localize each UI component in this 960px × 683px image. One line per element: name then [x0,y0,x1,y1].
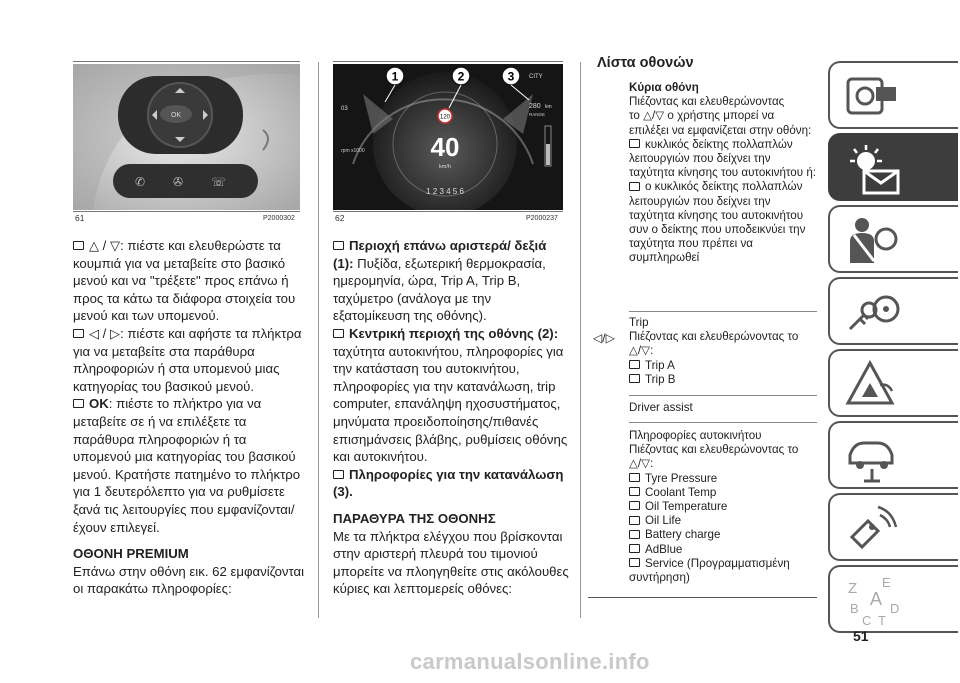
vehicle-item-label: Oil Life [645,514,682,528]
paragraph-display-windows: Με τα πλήκτρα ελέγχου που βρίσκονται στην αριστερή πλευρά του τιμονιού μπορείτε να πλοηγηθείτε στις ακόλουθες κύριες και λεπτομερείς οθόνες: [333,528,569,597]
trip-title: Trip [629,316,649,329]
bullet-icon [73,329,84,338]
bullet-icon [73,399,84,408]
trip-item-b [629,373,817,387]
ok-description: : πιέστε το πλήκτρο για να μεταβείτε σε ή να επιλέξετε τα παράθυρα πληροφοριών ή τα υπομενού μια κατηγορίας του βασικού μενού. Κρατήστε πατημένο το πλήκτρο για 1 δευτερόλεπτο για να ρυθμίσετε ξανά τις λειτουργίες που εμφανίζονται/έχουν επιλεγεί. [73,396,301,535]
rule-vehicle-info [629,422,817,423]
main-screen-option-2 [629,180,817,265]
option-1-text: κυκλικός δείκτης πολλαπλών λειτουργιών που δείχνει την ταχύτητα κίνησης του αυτοκινήτου ή: [629,137,816,180]
area-2-title: Κεντρική περιοχή της οθόνης (2): [349,325,559,341]
display-speed-unit: km/h [439,164,451,170]
fig-61-rule [73,211,300,212]
vehicle-item [629,500,817,514]
bullet-icon [629,182,640,191]
main-screen-line-1: Πιέζοντας και ελευθερώνοντας [629,95,785,109]
tab-maintenance[interactable] [828,421,958,489]
display-range-value: 280 [529,103,541,110]
svg-text:Z: Z [848,580,858,597]
display-range-label: RANGE [529,112,546,117]
display-range-unit: km [545,104,552,110]
paragraph-up-down-buttons: △ / ▽: πιέστε και ελευθερώστε τα κουμπιά για να μεταβείτε στο βασικό μενού και να "τρέξετε" προς επάνω ή προς τα κάτω τα διάφορα στοιχεία του μενού και των υπομενού. [73,238,296,324]
vehicle-item-label: Tyre Pressure [645,471,718,485]
tab-warning-lights[interactable] [828,133,958,201]
column-divider-1 [318,62,319,618]
seatbelt-person-icon [842,213,902,269]
warning-triangle-icon [842,357,902,413]
figure-62-display [333,64,563,210]
display-sign-b: 03 [341,106,348,112]
left-triangle-icon: ◁ [89,325,99,341]
vehicle-item [629,472,817,486]
svg-text:D: D [890,601,900,616]
bullet-icon [629,139,640,148]
car-lift-icon [842,429,902,485]
item-area-3 [333,466,569,501]
vehicle-item-label: Service (Προγραμματισμένη συντήρηση) [629,556,790,585]
steering-key-icon [842,285,902,341]
column-2-text [333,237,569,598]
area-1-description: Πυξίδα, εξωτερική θερμοκρασία, ημερομηνία, ώρα, Trip A, Trip B, ταχύμετρο (ανάλογα με την εξατομίκευση της οθόνης). [333,255,546,324]
callout-3: 3 [507,69,515,84]
rule-driver-assist [629,395,817,396]
heading-premium-display: ΟΘΟΝΗ PREMIUM [73,546,189,562]
ok-label: OK [89,396,109,412]
bullet-icon [629,360,640,369]
tab-emergency[interactable] [828,349,958,417]
vehicle-info-line-2: △/▽: [629,457,654,471]
callout-2: 2 [457,69,465,84]
paragraph-left-right-buttons: ◁ / ▷: πιέστε και αφήστε τα πλήκτρα για να μεταβείτε στα παράθυρα πληροφοριών ή στα υπομενού μιας κατηγορίας του βασικού μενού. [73,325,302,394]
rule-bottom [588,597,817,598]
display-sign-a: 120 [439,114,451,121]
tab-index[interactable] [828,565,958,633]
vehicle-info-title: Πληροφορίες αυτοκινήτου [629,429,762,442]
page-number: 51 [853,628,869,644]
area-2-description: ταχύτητα αυτοκινήτου, πληροφορίες για την κατάσταση του αυτοκινήτου, πληροφορίες για την κατανάλωση, trip computer, επανάληψη ηχοσυστήματος, μηνύματα προειδοποίησης/πιθανές επισημάνσεις βλάβης, ρυθμίσεις οθόνης και αυτοκινήτου. [333,343,568,465]
watermark: carmanualsonline.info [410,649,650,674]
heading-display-windows: ΠΑΡΑΘΥΡΑ ΤΗΣ ΟΘΟΝΗΣ [333,510,496,526]
tab-starting-driving[interactable] [828,277,958,345]
up-down-triangle-icon: △/▽ [643,109,665,123]
bullet-icon [73,241,84,250]
svg-text:T: T [878,613,886,628]
warning-light-icon [842,141,912,197]
vehicle-item [629,528,817,542]
up-down-triangle-icon: △/▽ [629,457,651,471]
tab-safety[interactable] [828,205,958,273]
callout-1: 1 [391,69,399,84]
tab-multimedia[interactable] [828,493,958,561]
svg-text:C: C [862,613,872,628]
up-down-triangle-icon: △/▽ [629,344,651,358]
section-driver-assist [629,401,817,415]
bullet-icon [629,374,640,383]
instrument-cluster-illustration [333,64,563,210]
driver-assist-title: Driver assist [629,401,693,414]
display-gears: 1 2 3 4 5 6 [426,187,464,196]
fig-62-number: 62 [335,213,345,223]
screen-list-title: Λίστα οθονών [597,55,694,71]
main-screen-line-3: επιλέξει να εμφανίζεται στην οθόνη: [629,123,812,137]
option-2-text: ο κυκλικός δείκτης πολλαπλών λειτουργιών που δείχνει την ταχύτητα κίνησης του αυτοκινήτου συν ο δείκτης που υποδεικνύει την ταχύτητα που πρέπει να συμπληρωθεί [629,180,806,265]
column-divider-2 [580,62,581,618]
vehicle-item [629,543,817,557]
svg-text:E: E [882,575,891,590]
trip-item-a-label: Trip A [645,358,675,372]
top-rule-2 [333,61,563,62]
bullet-icon [333,241,344,250]
area-1-title: Περιοχή επάνω αριστερά/ δεξιά (1): [333,238,547,271]
vehicle-item [629,486,817,500]
up-down-description: : πιέστε και ελευθερώστε τα κουμπιά για να μεταβείτε στο βασικό μενού και να "τρέξετε" προς επάνω ή προς τα κάτω τα διάφορα στοιχεία του μενού και των υπομενού. [73,238,296,324]
vehicle-item [629,557,817,585]
bullet-icon [629,544,640,553]
bullet-icon [333,329,344,338]
bullet-icon [629,473,640,482]
svg-text:✆: ✆ [135,175,146,189]
bullet-icon [629,501,640,510]
vehicle-info-line: Πιέζοντας και ελευθερώνοντας το [629,443,799,457]
trip-line-2: △/▽: [629,344,654,358]
left-right-description: : πιέστε και αφήστε τα πλήκτρα για να μεταβείτε στα παράθυρα πληροφοριών ή στα υπομενού μιας κατηγορίας του βασικού μενού. [73,325,302,394]
display-city: CITY [529,74,543,80]
display-rpm-label: rpm x1000 [341,148,365,154]
vehicle-item [629,514,817,528]
vehicle-item-label: AdBlue [645,542,683,556]
right-triangle-icon: ▷ [110,325,120,341]
paragraph-premium-intro: Επάνω στην οθόνη εικ. 62 εμφανίζονται οι παρακάτω πληροφορίες: [73,563,305,597]
fig-62-rule [333,211,563,212]
bullet-icon [629,558,640,567]
main-screen-title: Κύρια οθόνη [629,81,699,94]
ok-button-label: OK [170,112,182,119]
main-screen-line-2b: ο χρήστης μπορεί να [667,109,775,123]
bullet-icon [629,516,640,525]
svg-text:✇: ✇ [173,175,184,189]
car-dashboard-icon [842,69,902,125]
trip-line-1: Πιέζοντας και ελευθερώνοντας το [629,330,799,344]
item-area-1 [333,237,569,325]
svg-text:☏: ☏ [211,175,227,189]
trip-item-a [629,359,817,373]
down-triangle-icon: ▽ [110,238,120,253]
main-screen-line-2a: το [629,109,640,123]
item-area-2 [333,325,569,466]
bullet-icon [333,470,344,479]
bullet-icon [629,487,640,496]
left-right-triangle-icon: ◁/▷ [593,331,615,345]
rule-trip [629,311,817,312]
section-trip [629,316,817,387]
vehicle-item-label: Coolant Temp [645,485,717,499]
column-1-text [73,237,305,598]
svg-text:A: A [870,589,883,609]
section-vehicle-info [629,429,817,585]
vehicle-item-label: Battery charge [645,528,721,542]
bullet-icon [629,530,640,539]
main-screen-option-1 [629,138,817,181]
steering-controls-illustration [73,64,300,210]
figure-61-steering-controls [73,64,300,210]
up-triangle-icon: △ [89,238,99,253]
display-speed: 40 [430,132,460,162]
fig-61-code: P2000302 [263,215,295,222]
main-screen-line-2 [629,109,817,123]
alphabet-index-icon [842,573,902,629]
vehicle-item-label: Oil Temperature [645,500,728,514]
fig-61-number: 61 [75,213,85,223]
fig-62-code: P2000237 [526,215,558,222]
section-main-screen [629,81,817,266]
area-3-title: Πληροφορίες για την κατανάλωση (3). [333,466,564,500]
top-rule-1 [73,61,300,62]
satellite-signal-icon [842,501,902,557]
svg-text:B: B [850,601,859,616]
trip-item-b-label: Trip B [645,372,676,386]
paragraph-ok-button [73,395,305,536]
tab-dashboard-knowledge[interactable] [828,61,958,129]
